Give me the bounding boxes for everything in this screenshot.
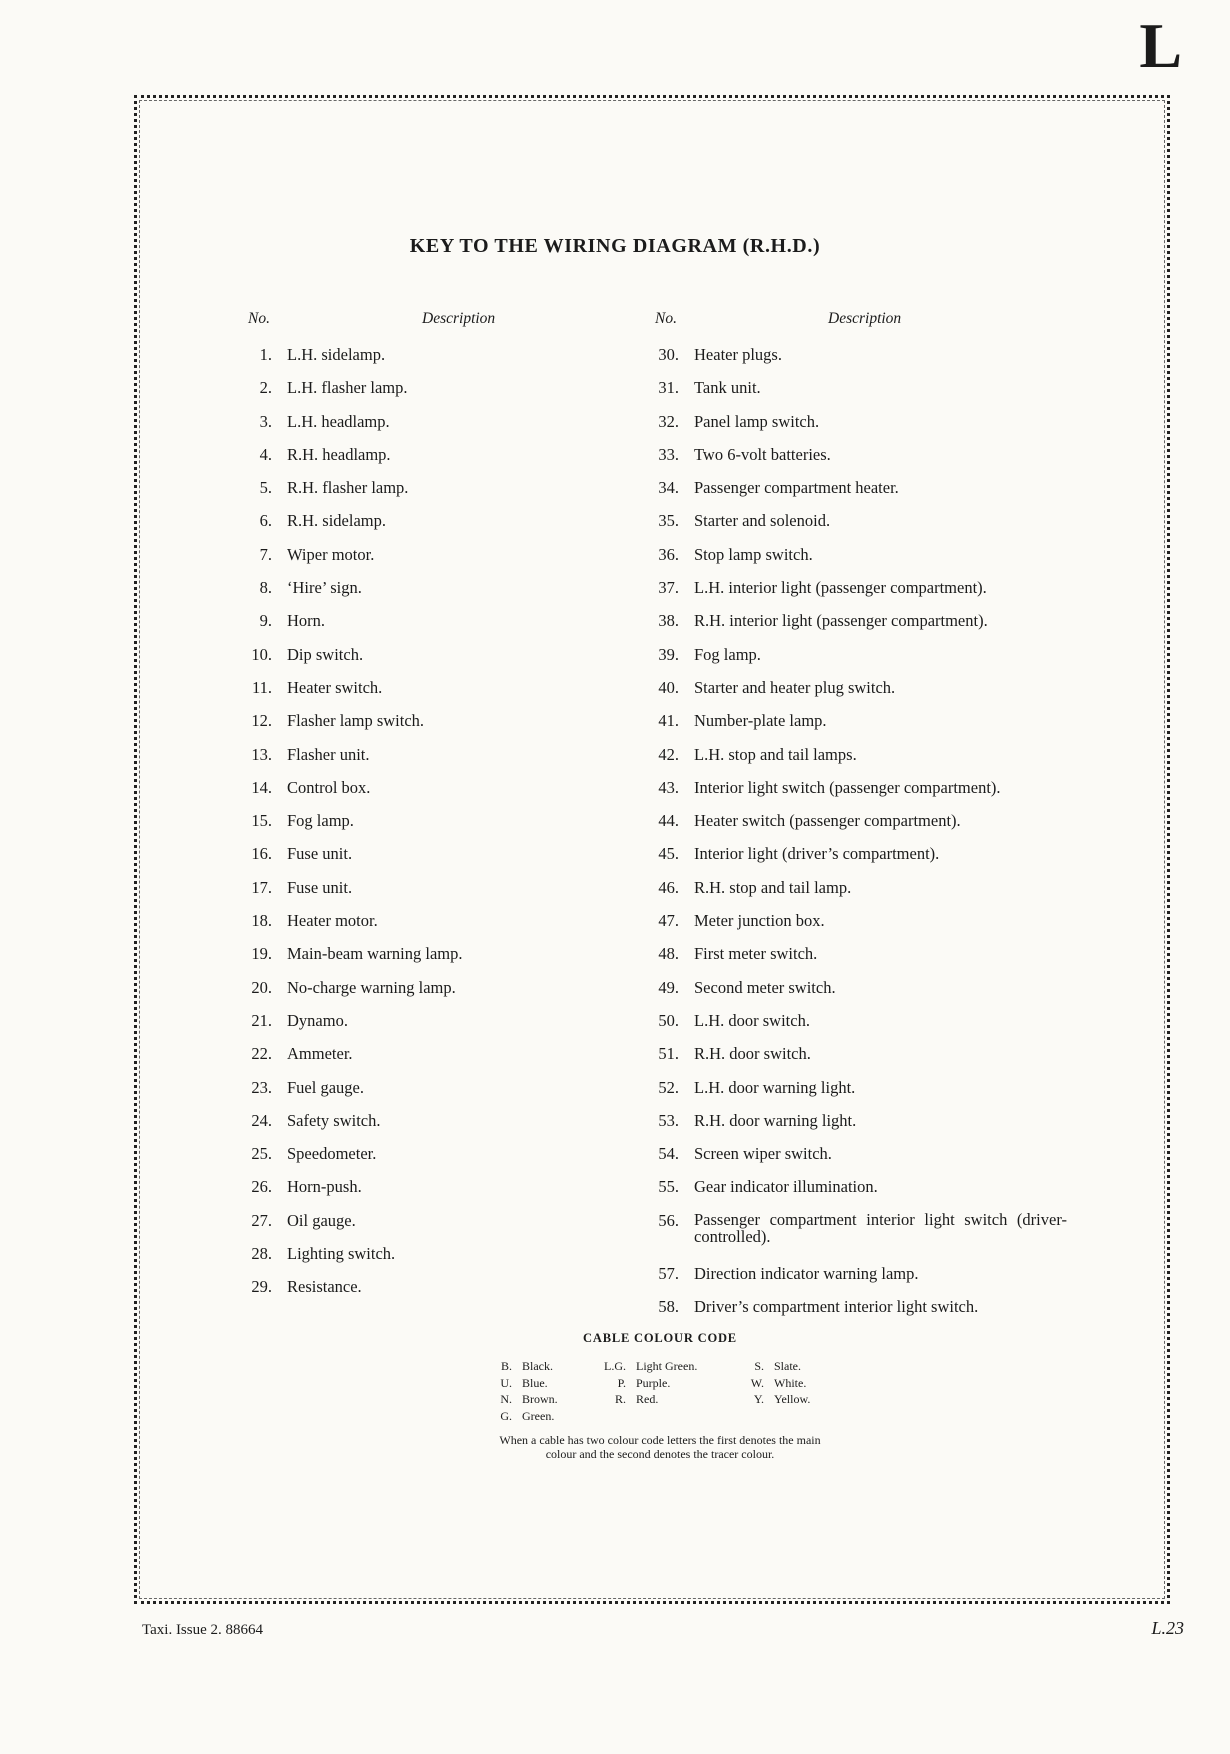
key-item-number: 16. (251, 844, 272, 864)
key-item-description: Control box. (287, 777, 371, 797)
key-item-description: Interior light (driver’s compartment). (694, 844, 940, 864)
colour-code-name: Blue. (522, 1375, 548, 1390)
colour-code-name: Brown. (522, 1392, 558, 1406)
key-item-number: 42. (658, 744, 679, 764)
key-item-number: 20. (251, 977, 272, 997)
key-item-description: Oil gauge. (287, 1210, 356, 1230)
key-item-description: Fuel gauge. (287, 1077, 364, 1097)
key-item (647, 378, 1067, 398)
key-item-description: Number-plate lamp. (694, 711, 827, 731)
key-item (647, 1044, 1067, 1064)
key-item-number: 58. (658, 1297, 679, 1317)
key-item (240, 645, 620, 665)
key-item-description: Panel lamp switch. (694, 411, 820, 431)
key-item-description: Two 6-volt batteries. (694, 444, 831, 464)
key-item-number: 24. (251, 1110, 272, 1130)
key-item-description: Dynamo. (287, 1010, 348, 1030)
key-item (647, 1264, 1067, 1284)
colour-code-entry (744, 1391, 810, 1408)
key-item-number: 22. (251, 1044, 272, 1064)
key-item-number: 47. (658, 911, 679, 931)
key-item-description: Passenger compartment interior light switch (driver-controlled). (694, 1209, 1067, 1246)
key-item-description: R.H. door warning light. (694, 1110, 857, 1130)
key-item-number: 53. (658, 1110, 679, 1130)
key-item-number: 27. (251, 1210, 272, 1230)
key-item-description: Passenger compartment heater. (694, 478, 899, 498)
key-item (647, 1111, 1067, 1131)
key-item (647, 445, 1067, 465)
page-title: KEY TO THE WIRING DIAGRAM (R.H.D.) (409, 235, 821, 257)
key-item-number: 56. (658, 1210, 679, 1230)
colour-code-entry (490, 1358, 558, 1375)
key-item-description: Screen wiper switch. (694, 1144, 832, 1164)
key-item-description: Resistance. (287, 1277, 362, 1297)
key-item-number: 44. (658, 811, 679, 831)
description-header: Description (828, 310, 902, 327)
key-item-description: L.H. sidelamp. (287, 345, 386, 364)
key-item (647, 578, 1067, 598)
key-item-description: R.H. flasher lamp. (287, 478, 409, 498)
key-item-description: Ammeter. (287, 1044, 353, 1064)
key-item (240, 878, 620, 898)
key-item-description: Second meter switch. (694, 977, 836, 997)
key-item-number: 35. (658, 511, 679, 531)
colour-code-entry (490, 1375, 558, 1392)
key-item-number: 21. (251, 1010, 272, 1030)
key-item (647, 778, 1067, 798)
key-item (240, 711, 620, 731)
key-item-number: 52. (658, 1077, 679, 1097)
colour-code-name: Green. (522, 1408, 555, 1423)
key-item-description: Gear indicator illumination. (694, 1177, 878, 1197)
key-item-description: Tank unit. (694, 378, 761, 398)
key-item (647, 511, 1067, 531)
key-item-number: 6. (259, 511, 272, 531)
key-item-number: 25. (251, 1144, 272, 1164)
key-item-number: 38. (658, 611, 679, 631)
colour-code-column-3 (744, 1358, 810, 1408)
key-item-description: Starter and heater plug switch. (694, 677, 896, 697)
key-item-description: Speedometer. (287, 1144, 377, 1164)
colour-code-letter: N. (500, 1392, 512, 1406)
footer-issue: Taxi. Issue 2. 88664 (142, 1622, 264, 1638)
colour-code-letter: R. (614, 1392, 626, 1406)
key-item-description: Direction indicator warning lamp. (694, 1263, 919, 1283)
column-header (240, 310, 620, 332)
key-item-number: 54. (658, 1144, 679, 1164)
colour-code-name: Black. (522, 1359, 553, 1373)
key-item (240, 611, 620, 631)
key-item-number: 26. (251, 1177, 272, 1197)
key-item-description: R.H. stop and tail lamp. (694, 877, 852, 897)
footer-page-number: L.23 (1151, 1618, 1184, 1638)
key-item-description: Fuse unit. (287, 877, 353, 897)
colour-code-entry (490, 1391, 558, 1408)
key-item-number: 55. (658, 1177, 679, 1197)
key-item (240, 545, 620, 565)
number-header: No. (248, 310, 270, 327)
key-item (647, 911, 1067, 931)
key-item (240, 911, 620, 931)
key-item-number: 3. (259, 411, 272, 431)
key-item (647, 1144, 1067, 1164)
key-item (647, 745, 1067, 765)
key-item-number: 7. (259, 544, 272, 564)
key-item-description: Fog lamp. (287, 811, 354, 831)
key-item-description: Flasher lamp switch. (287, 711, 425, 731)
key-item (647, 1011, 1067, 1031)
key-item (647, 1211, 1067, 1245)
key-item-description: ‘Hire’ sign. (287, 578, 362, 598)
key-item-description: Safety switch. (287, 1110, 381, 1130)
key-item (240, 445, 620, 465)
key-item-description: L.H. flasher lamp. (287, 378, 408, 398)
key-item-description: Meter junction box. (694, 911, 825, 931)
key-item-description: R.H. headlamp. (287, 444, 391, 464)
key-item (647, 345, 1067, 365)
key-item (240, 378, 620, 398)
key-item-number: 30. (658, 345, 679, 364)
key-item-number: 43. (658, 777, 679, 797)
key-item (240, 778, 620, 798)
colour-code-entry (596, 1391, 697, 1408)
description-header: Description (422, 310, 496, 327)
key-item-number: 11. (251, 677, 272, 697)
key-item-number: 50. (658, 1010, 679, 1030)
key-item-number: 4. (259, 444, 272, 464)
key-item (647, 678, 1067, 698)
colour-code-letter: L.G. (604, 1359, 626, 1373)
key-item-description: Flasher unit. (287, 744, 370, 764)
key-item-number: 5. (259, 478, 272, 498)
key-item-number: 8. (259, 578, 272, 598)
key-item-description: L.H. door warning light. (694, 1077, 856, 1097)
key-list-left (240, 345, 620, 1297)
key-item (240, 1044, 620, 1064)
key-item (647, 412, 1067, 432)
key-item-description: Wiper motor. (287, 544, 375, 564)
colour-code-entry (490, 1408, 558, 1425)
key-item (240, 1011, 620, 1031)
key-item-description: L.H. door switch. (694, 1010, 810, 1030)
key-item (240, 1277, 620, 1297)
cable-colour-code-title: CABLE COLOUR CODE (583, 1331, 737, 1345)
key-item (647, 645, 1067, 665)
key-item (647, 711, 1067, 731)
key-item-description: R.H. sidelamp. (287, 511, 386, 531)
key-item-number: 17. (251, 877, 272, 897)
colour-code-name: Red. (636, 1392, 659, 1406)
key-item-description: R.H. interior light (passenger compartment). (694, 611, 988, 631)
key-item-description: Heater switch (passenger compartment). (694, 811, 961, 831)
key-item-number: 37. (658, 578, 679, 598)
key-item (647, 878, 1067, 898)
key-item-number: 9. (259, 611, 272, 631)
key-item-number: 18. (251, 911, 272, 931)
key-item-number: 15. (251, 811, 272, 831)
cable-colour-note-line: colour and the second denotes the tracer colour. (545, 1447, 775, 1461)
key-item-number: 19. (251, 944, 272, 964)
key-item-description: No-charge warning lamp. (287, 977, 456, 997)
key-item-description: Fuse unit. (287, 844, 353, 864)
key-item (240, 678, 620, 698)
key-item (647, 545, 1067, 565)
key-list-right (647, 345, 1067, 1317)
key-item-number: 29. (251, 1277, 272, 1297)
key-item (647, 1177, 1067, 1197)
colour-code-letter: Y. (753, 1392, 764, 1406)
key-item-number: 51. (658, 1044, 679, 1064)
key-item-description: Heater switch. (287, 677, 383, 697)
key-item (647, 611, 1067, 631)
colour-code-column-1 (490, 1358, 558, 1424)
key-item (240, 978, 620, 998)
key-item-number: 33. (658, 444, 679, 464)
colour-code-entry (744, 1358, 810, 1375)
key-item-number: 41. (658, 711, 679, 731)
key-item-description: Stop lamp switch. (694, 544, 813, 564)
section-letter: L (1139, 10, 1182, 81)
colour-code-name: Purple. (636, 1375, 671, 1390)
key-item-number: 28. (251, 1244, 272, 1264)
key-item-number: 2. (259, 378, 272, 398)
key-item (240, 944, 620, 964)
key-item (240, 745, 620, 765)
key-item-number: 49. (658, 977, 679, 997)
colour-code-letter: G. (500, 1408, 512, 1423)
key-item-number: 1. (259, 345, 272, 364)
key-item (240, 478, 620, 498)
key-item-description: Fog lamp. (694, 644, 761, 664)
key-item-number: 23. (251, 1077, 272, 1097)
key-item-description: Lighting switch. (287, 1244, 396, 1264)
colour-code-name: White. (774, 1375, 807, 1390)
key-item-number: 10. (251, 644, 272, 664)
key-item (240, 511, 620, 531)
column-header (647, 310, 1067, 332)
key-item-number: 32. (658, 411, 679, 431)
cable-colour-note-line: When a cable has two colour code letters the first denotes the main (499, 1433, 821, 1447)
key-item (240, 1177, 620, 1197)
key-item (240, 1111, 620, 1131)
key-item-number: 46. (658, 877, 679, 897)
key-item (240, 1144, 620, 1164)
colour-code-entry (596, 1358, 697, 1375)
key-item (647, 1297, 1067, 1317)
colour-code-column-2 (596, 1358, 697, 1408)
key-item-number: 31. (658, 378, 679, 398)
key-item (240, 1211, 620, 1231)
key-item-description: Starter and solenoid. (694, 511, 831, 531)
colour-code-name: Slate. (774, 1359, 801, 1373)
key-item (647, 978, 1067, 998)
key-item-description: L.H. interior light (passenger compartment). (694, 578, 987, 598)
key-item-description: Horn-push. (287, 1177, 362, 1197)
key-item (647, 944, 1067, 964)
key-item (240, 1078, 620, 1098)
key-item-number: 36. (658, 544, 679, 564)
cable-colour-note (0, 1433, 1230, 1461)
colour-code-letter: W. (750, 1375, 764, 1390)
colour-code-letter: P. (617, 1375, 626, 1390)
key-column-left (240, 310, 620, 1311)
key-item-description: Interior light switch (passenger compartment). (694, 777, 1001, 797)
colour-code-entry (744, 1375, 810, 1392)
key-item (240, 412, 620, 432)
colour-code-name: Light Green. (636, 1359, 698, 1373)
key-item-number: 57. (658, 1263, 679, 1283)
key-column-right (647, 310, 1067, 1330)
key-item (647, 1078, 1067, 1098)
colour-code-entry (596, 1375, 697, 1392)
key-item-description: First meter switch. (694, 944, 818, 964)
colour-code-letter: B. (500, 1359, 512, 1373)
key-item-number: 39. (658, 644, 679, 664)
key-item-description: Horn. (287, 611, 326, 631)
number-header: No. (655, 310, 677, 327)
key-item-description: Heater plugs. (694, 345, 782, 364)
key-item (240, 811, 620, 831)
key-item (240, 844, 620, 864)
key-item-number: 12. (251, 711, 272, 731)
key-item-number: 48. (658, 944, 679, 964)
key-item-number: 34. (658, 478, 679, 498)
key-item-description: Dip switch. (287, 644, 364, 664)
key-item-description: Heater motor. (287, 911, 378, 931)
key-item-number: 45. (658, 844, 679, 864)
key-item (240, 345, 620, 365)
key-item (647, 478, 1067, 498)
key-item-description: Driver’s compartment interior light switch. (694, 1297, 979, 1317)
key-item-description: L.H. stop and tail lamps. (694, 744, 857, 764)
key-item-description: R.H. door switch. (694, 1044, 811, 1064)
key-item-number: 13. (251, 744, 272, 764)
key-item (240, 1244, 620, 1264)
colour-code-letter: S. (754, 1359, 764, 1373)
colour-code-letter: U. (500, 1375, 512, 1390)
colour-code-name: Yellow. (774, 1392, 811, 1406)
key-item-description: Main-beam warning lamp. (287, 944, 463, 964)
key-item-description: L.H. headlamp. (287, 411, 390, 431)
key-item (647, 811, 1067, 831)
key-item (647, 844, 1067, 864)
key-item-number: 14. (251, 777, 272, 797)
key-item (240, 578, 620, 598)
key-item-number: 40. (658, 677, 679, 697)
